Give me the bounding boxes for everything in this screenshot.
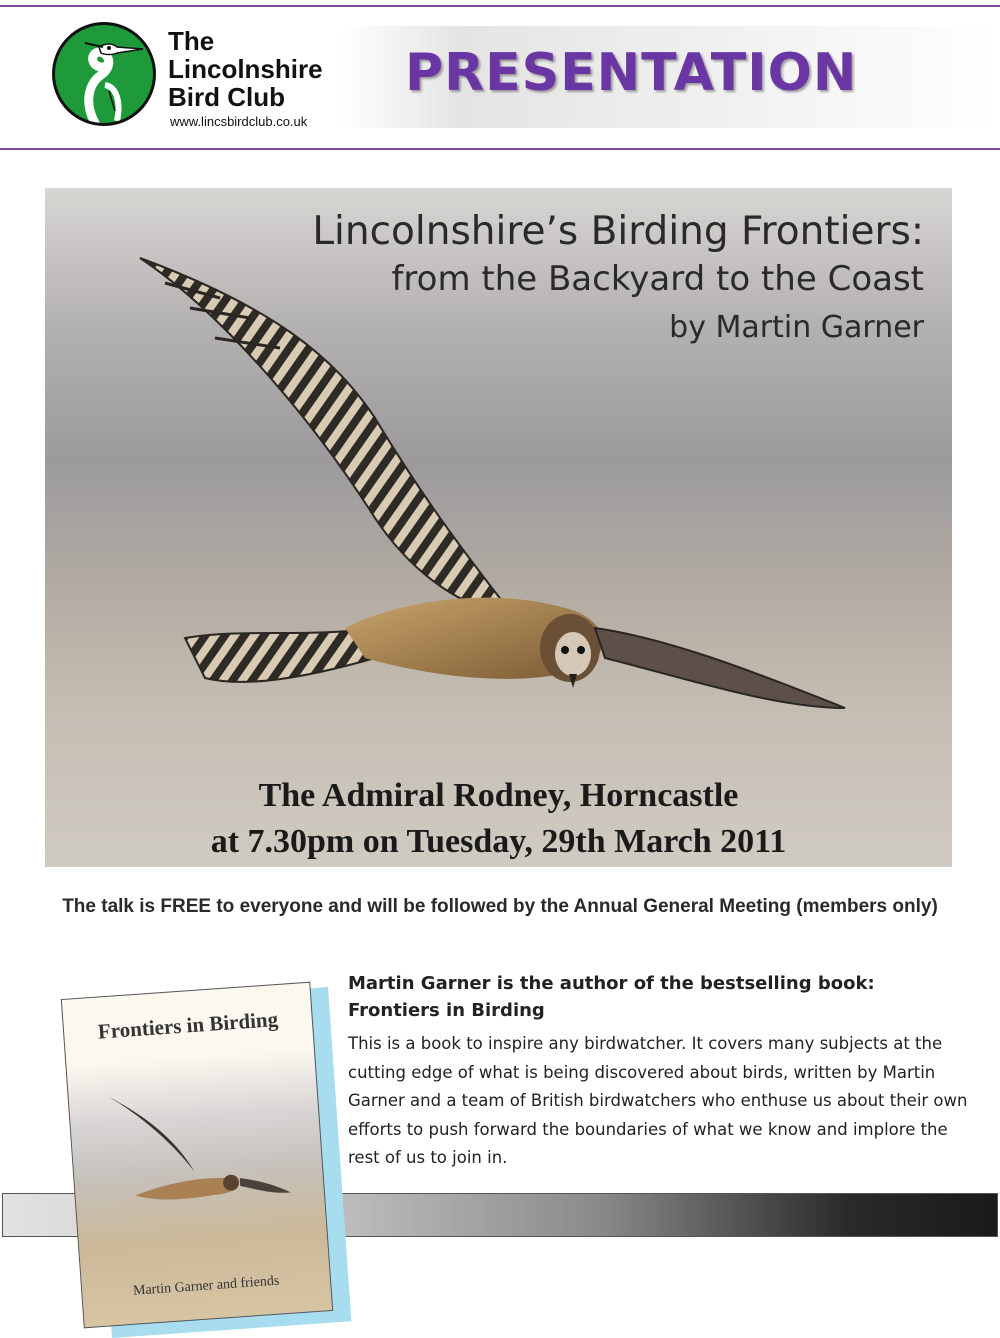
presentation-title: PRESENTATION — [405, 43, 858, 103]
hero-title — [312, 208, 924, 354]
book-cover-author: Martin Garner and friends — [132, 1273, 280, 1299]
hero-title-line1: Lincolnshire’s Birding Frontiers: — [312, 209, 924, 254]
top-rule — [0, 5, 1000, 7]
venue-details — [45, 773, 952, 865]
book-cover-bird-icon — [98, 1074, 297, 1217]
venue-line2: at 7.30pm on Tuesday, 29th March 2011 — [210, 823, 787, 860]
header-bottom-rule — [0, 148, 1000, 150]
book-cover — [61, 982, 333, 1329]
hero-image — [45, 188, 952, 867]
hero-title-line2: from the Backyard to the Coast — [391, 259, 924, 299]
description-heading — [348, 970, 968, 1024]
free-note: The talk is FREE to everyone and will be followed by the Annual General Meeting (members only) — [62, 896, 938, 917]
club-name — [168, 27, 348, 111]
heron-logo-icon — [52, 22, 156, 126]
description-heading-line1: Martin Garner is the author of the bestselling book: — [348, 973, 875, 994]
venue-line1: The Admiral Rodney, Horncastle — [258, 777, 739, 814]
club-name-line2: Lincolnshire — [168, 54, 323, 84]
description-body: This is a book to inspire any birdwatcher. It covers many subjects at the cutting edge of what is being discovered about birds, written by Martin Garner and a team of British birdwatchers who enthuse us about their own efforts to push forward the boundaries of what we know and implore the rest of us to join in. — [348, 1034, 968, 1167]
book-cover-title: Frontiers in Birding — [97, 1007, 279, 1044]
club-name-line1: The — [168, 26, 215, 56]
description-heading-line2: Frontiers in Birding — [348, 1000, 545, 1021]
club-url[interactable]: www.lincsbirdclub.co.uk — [170, 114, 308, 129]
hero-speaker: by Martin Garner — [669, 310, 924, 345]
club-name-line3: Bird Club — [168, 82, 285, 112]
